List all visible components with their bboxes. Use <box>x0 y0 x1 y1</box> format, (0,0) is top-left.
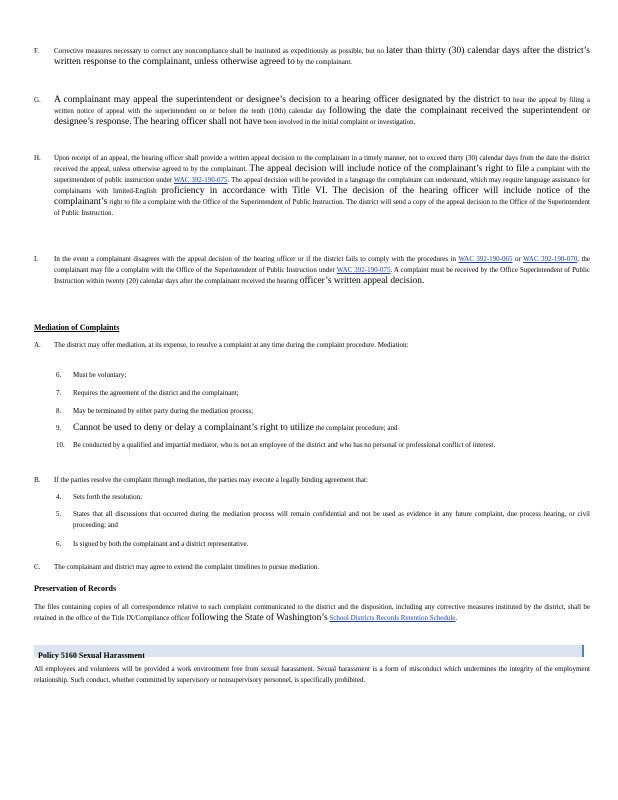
section-f-text-a: Corrective measures necessary to correct any noncompliance shall be instituted as expeditiously as possible, but no <box>54 47 384 55</box>
section-i-text-c: , the complainant may file a complaint with the Office of the Superintendent of Public Instruction under <box>54 255 590 274</box>
policy-heading-bar <box>34 645 584 660</box>
item-number: 8. <box>56 407 62 415</box>
item-number: 6. <box>56 540 62 548</box>
section-h-text-b: to by the complainant. <box>183 165 248 173</box>
item-number: 6. <box>56 371 62 379</box>
mediation-b-item-5 <box>56 509 590 531</box>
item-text-big: Cannot be used to deny or delay a complainant’s right to utilize <box>73 423 314 433</box>
policy-title: Policy 5160 Sexual Harassment <box>38 651 145 660</box>
records-text-end: . <box>455 614 458 622</box>
section-h-text-e: superintendent of public instruction under <box>54 176 173 184</box>
section-h-text-f: . The appeal decision will be provided in a language the complainant can understand, which may require language assistance for complainants with limited-English <box>54 176 590 195</box>
item-number: 10. <box>56 441 65 449</box>
item-text: Must be voluntary; <box>73 371 127 379</box>
section-f-text-c: by the complainant. <box>296 58 353 66</box>
section-h-text-a: Upon receipt of an appeal, the hearing officer shall provide a written appeal decision to the complainant in a timely manner, not to exceed thirty (30) calendar days from the date the district received the appeal, unless otherwise agreed <box>54 154 590 173</box>
item-text <box>73 423 590 434</box>
wac-link-075[interactable]: WAC 392-190-075 <box>173 176 228 184</box>
item-number: 9. <box>56 424 62 432</box>
section-f-text <box>54 46 590 68</box>
item-text: Be conducted by a qualified and impartial mediator, who is not an employee of the district and who has no personal or professional conflict of interest. <box>73 441 496 449</box>
mediation-item-7 <box>56 388 590 399</box>
mediation-item-9 <box>56 423 590 434</box>
section-g <box>34 95 590 128</box>
section-f-text-b: later than thirty (30) calendar days after the district’s written response to the complainant, unless otherwise agreed to <box>54 46 591 67</box>
item-text: Sets forth the resolution; <box>73 493 143 501</box>
section-g-text-e: been involved in the initial complaint or investigation. <box>263 118 416 126</box>
records-text-big: following the State of Washington’s <box>191 613 328 623</box>
mediation-b-text: If the parties resolve the complaint through mediation, the parties may execute a legally binding agreement that: <box>54 476 368 484</box>
mediation-b <box>34 475 590 486</box>
item-text: States that all discussions that occurred during the mediation process will remain confidential and not be used as evidence in any future complaint, due process hearing, or civil proceeding; and <box>73 510 590 529</box>
mediation-c-marker: C. <box>34 563 41 571</box>
section-i-text-e: officer’s written appeal decision. <box>299 276 425 286</box>
wac-link-070[interactable]: WAC 392-190-070 <box>523 255 578 263</box>
section-i-text-d: . A complaint must be received by the Office Superintendent of Public Instruction within twenty (20) calendar days after the complainant received the hearing <box>54 266 591 285</box>
mediation-item-8 <box>56 406 590 417</box>
mediation-a-marker: A. <box>34 341 41 349</box>
section-i-text-a: In the event a complainant disagrees with the appeal decision of the hearing officer or if the district fails to comply with the procedures in <box>54 255 457 263</box>
section-i-text-b: or <box>514 255 521 263</box>
section-h-text <box>54 153 590 219</box>
section-g-text <box>54 95 590 128</box>
wac-link-065[interactable]: WAC 392-190-065 <box>458 255 513 263</box>
item-number: 4. <box>56 493 62 501</box>
mediation-c-text: The complainant and district may agree to extend the complaint timelines to pursue mediation. <box>54 563 320 571</box>
section-i <box>34 254 590 287</box>
mediation-a-text: The district may offer mediation, at its expense, to resolve a complaint at any time during the complaint procedure. Mediation: <box>54 341 409 349</box>
retention-schedule-link[interactable]: School Districts Records Retention Schedule <box>329 614 456 622</box>
mediation-heading: Mediation of Complaints <box>34 323 120 332</box>
section-h <box>34 153 590 219</box>
section-f <box>34 46 590 68</box>
records-heading: Preservation of Records <box>34 584 117 593</box>
records-text <box>34 602 590 624</box>
item-text: May be terminated by either party during the mediation process; <box>73 407 254 415</box>
mediation-b-item-6 <box>56 539 590 550</box>
section-g-text-a: A complainant may appeal the superintendent or designee’s decision to a hearing officer designated by the district to <box>54 95 511 105</box>
mediation-a <box>34 340 590 351</box>
item-number: 7. <box>56 389 62 397</box>
section-h-marker: H. <box>34 154 41 162</box>
section-h-text-g: proficiency in accordance with Title VI. The decision of the hearing officer will include notice of the complainant’s <box>54 186 590 207</box>
section-f-marker: F. <box>34 47 40 55</box>
item-text: Requires the agreement of the district and the complainant; <box>73 389 239 397</box>
section-i-marker: I. <box>34 255 39 263</box>
records-text-a: The files containing copies of all correspondence relative to each complaint communicated to the district and the disposition, including any corrective measures instituted by the district, shall be retained in the office of the Title IX/Compliance officer <box>34 603 590 622</box>
policy-text: All employees and volunteers will be provided a work environment free from sexual harassment. Sexual harassment is a form of misconduct which undermines the integrity of the employment relationship. Such conduct, whether committed by supervisory or nonsupervisory personnel, is specifically prohibited. <box>34 665 590 684</box>
wac-link-075-second[interactable]: WAC 392-190-075 <box>336 266 391 274</box>
mediation-c <box>34 562 590 573</box>
mediation-item-10 <box>56 440 590 451</box>
mediation-b-item-4 <box>56 492 590 503</box>
section-h-text-c: The appeal decision will include notice of the complainant’s right to file <box>249 164 529 174</box>
mediation-b-marker: B. <box>34 476 41 484</box>
item-text: Is signed by both the complainant and a district representative. <box>73 540 249 548</box>
section-g-marker: G. <box>34 96 41 104</box>
mediation-item-6 <box>56 370 590 381</box>
section-h-text-d: a complaint with the <box>531 165 591 173</box>
section-i-text <box>54 254 590 287</box>
section-g-text-d: The hearing officer shall not have <box>133 117 262 127</box>
section-g-text-b: hear the appeal by filing a written notice of appeal with the superintendent on or before the tenth (10th) calendar day <box>54 96 591 115</box>
section-g-text-c: following the date the complainant received the superintendent or designee’s response. <box>54 106 590 127</box>
item-number: 5. <box>56 510 62 518</box>
item-text-rest: the complaint procedure; and <box>315 424 398 432</box>
section-h-text-h: right to file a complaint with the Office of the Superintendent of Public Instruction. The district will send a copy of the appeal decision to the Office of the Superintendent of Public Instruction. <box>54 198 590 217</box>
